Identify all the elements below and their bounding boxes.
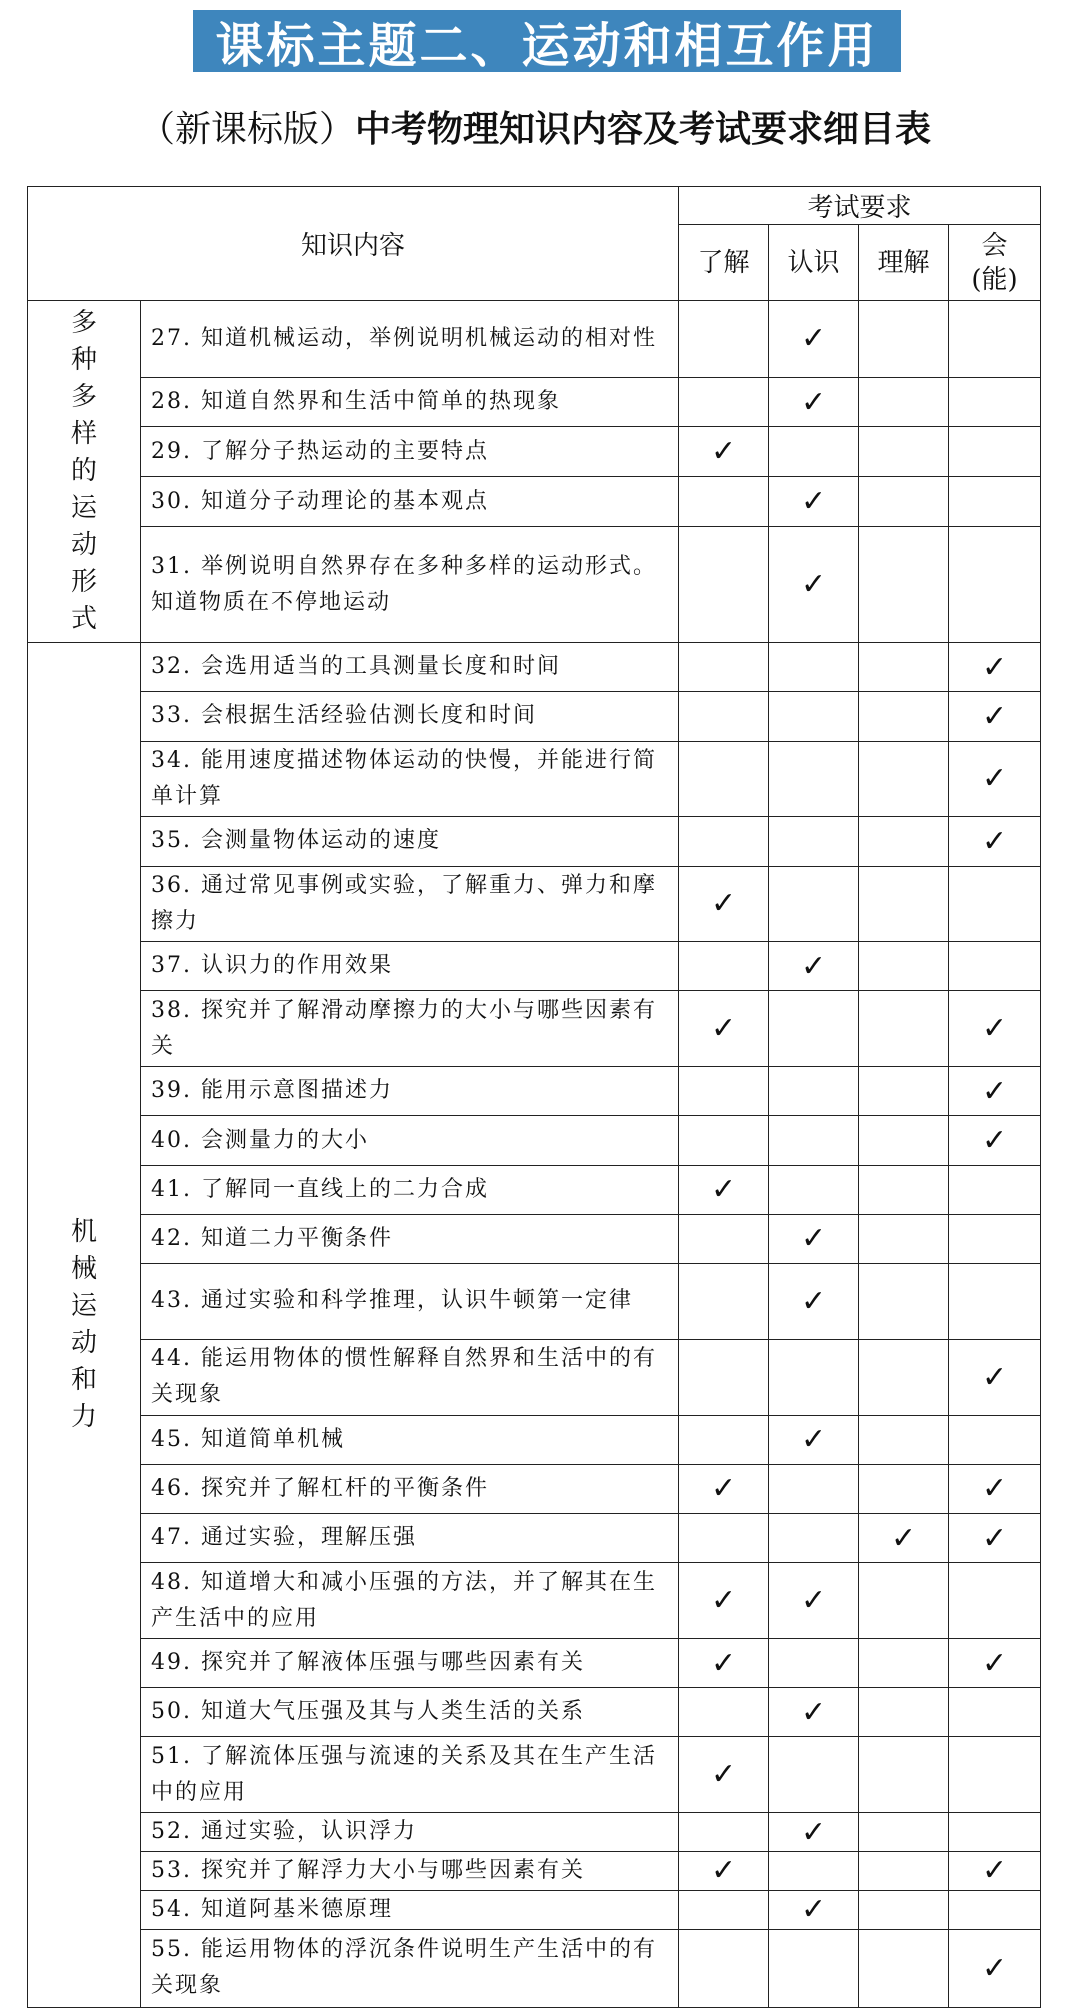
requirement-cell bbox=[679, 477, 769, 527]
requirement-cell bbox=[769, 991, 859, 1067]
table-row bbox=[28, 527, 1041, 643]
requirement-cell bbox=[769, 1688, 859, 1737]
requirement-cell bbox=[679, 377, 769, 427]
requirement-cell bbox=[679, 643, 769, 692]
check-mark-icon: ✓ bbox=[981, 1950, 1008, 1986]
requirement-cell bbox=[949, 692, 1041, 741]
knowledge-item: 55. 能运用物体的浮沉条件说明生产生活中的有关现象 bbox=[141, 1929, 679, 2007]
check-mark-icon: ✓ bbox=[800, 321, 827, 357]
check-mark-icon: ✓ bbox=[710, 1853, 737, 1889]
check-mark-icon: ✓ bbox=[800, 1221, 827, 1257]
table-row bbox=[28, 1813, 1041, 1852]
requirement-cell bbox=[949, 991, 1041, 1067]
check-mark-icon: ✓ bbox=[981, 698, 1008, 734]
check-mark-icon: ✓ bbox=[981, 1471, 1008, 1507]
requirement-cell bbox=[859, 1890, 949, 1929]
requirement-cell bbox=[769, 1067, 859, 1116]
requirement-cell bbox=[859, 1513, 949, 1562]
requirement-cell bbox=[679, 1638, 769, 1687]
requirement-cell bbox=[769, 1165, 859, 1214]
table-subtitle bbox=[0, 100, 1070, 160]
check-mark-icon: ✓ bbox=[710, 1011, 737, 1047]
requirement-cell bbox=[679, 817, 769, 866]
check-mark-icon: ✓ bbox=[981, 1645, 1008, 1681]
requirement-cell bbox=[679, 301, 769, 378]
check-mark-icon: ✓ bbox=[800, 484, 827, 520]
requirement-cell bbox=[679, 1890, 769, 1929]
table-row bbox=[28, 1688, 1041, 1737]
check-mark-icon: ✓ bbox=[800, 1422, 827, 1458]
table-row bbox=[28, 1513, 1041, 1562]
requirement-cell bbox=[949, 301, 1041, 378]
knowledge-item: 36. 通过常见事例或实验，了解重力、弹力和摩擦力 bbox=[141, 866, 679, 942]
requirement-cell bbox=[859, 301, 949, 378]
requirement-cell bbox=[949, 527, 1041, 643]
page-banner-title: 课标主题二、运动和相互作用 bbox=[193, 10, 901, 72]
requirement-cell bbox=[679, 1339, 769, 1415]
subtitle-main: 中考物理知识内容及考试要求细目表 bbox=[355, 109, 932, 150]
check-mark-icon: ✓ bbox=[981, 761, 1008, 797]
check-mark-icon: ✓ bbox=[710, 1645, 737, 1681]
check-mark-icon: ✓ bbox=[710, 1757, 737, 1793]
knowledge-item: 54. 知道阿基米德原理 bbox=[141, 1890, 679, 1929]
requirement-cell bbox=[679, 1067, 769, 1116]
requirement-cell bbox=[859, 1563, 949, 1639]
requirement-cell bbox=[769, 643, 859, 692]
requirement-cell bbox=[859, 1737, 949, 1813]
requirement-cell bbox=[949, 377, 1041, 427]
table-row bbox=[28, 1263, 1041, 1339]
requirement-cell bbox=[769, 817, 859, 866]
check-mark-icon: ✓ bbox=[800, 384, 827, 420]
knowledge-item: 38. 探究并了解滑动摩擦力的大小与哪些因素有关 bbox=[141, 991, 679, 1067]
requirement-cell bbox=[949, 1513, 1041, 1562]
header-exam-requirements: 考试要求 bbox=[679, 187, 1041, 225]
requirement-cell bbox=[949, 1852, 1041, 1891]
requirement-cell bbox=[679, 427, 769, 477]
requirement-cell bbox=[859, 991, 949, 1067]
requirement-cell bbox=[949, 1563, 1041, 1639]
requirement-cell bbox=[769, 1737, 859, 1813]
table-row bbox=[28, 1890, 1041, 1929]
table-row bbox=[28, 866, 1041, 942]
requirement-cell bbox=[679, 1214, 769, 1263]
requirement-cell bbox=[859, 1116, 949, 1165]
table-row bbox=[28, 1929, 1041, 2007]
knowledge-item: 43. 通过实验和科学推理，认识牛顿第一定律 bbox=[141, 1263, 679, 1339]
knowledge-item: 27. 知道机械运动，举例说明机械运动的相对性 bbox=[141, 301, 679, 378]
knowledge-item: 48. 知道增大和减小压强的方法，并了解其在生产生活中的应用 bbox=[141, 1563, 679, 1639]
requirement-cell bbox=[859, 1688, 949, 1737]
requirement-cell bbox=[859, 866, 949, 942]
table-body bbox=[28, 301, 1041, 2008]
knowledge-item: 42. 知道二力平衡条件 bbox=[141, 1214, 679, 1263]
check-mark-icon: ✓ bbox=[710, 1172, 737, 1208]
requirement-cell bbox=[949, 1214, 1041, 1263]
knowledge-item: 37. 认识力的作用效果 bbox=[141, 942, 679, 991]
requirement-cell bbox=[769, 866, 859, 942]
requirement-cell bbox=[769, 527, 859, 643]
requirement-cell bbox=[679, 1929, 769, 2007]
requirement-cell bbox=[769, 692, 859, 741]
check-mark-icon: ✓ bbox=[800, 1694, 827, 1730]
knowledge-item: 50. 知道大气压强及其与人类生活的关系 bbox=[141, 1688, 679, 1737]
knowledge-item: 34. 能用速度描述物体运动的快慢，并能进行简单计算 bbox=[141, 741, 679, 817]
requirement-cell bbox=[949, 942, 1041, 991]
table-row bbox=[28, 1638, 1041, 1687]
requirement-cell bbox=[859, 1415, 949, 1464]
requirement-cell bbox=[949, 1339, 1041, 1415]
requirement-cell bbox=[859, 427, 949, 477]
requirement-cell bbox=[949, 427, 1041, 477]
check-mark-icon: ✓ bbox=[800, 948, 827, 984]
requirement-cell bbox=[949, 817, 1041, 866]
requirement-cell bbox=[949, 1116, 1041, 1165]
table-row bbox=[28, 1737, 1041, 1813]
knowledge-item: 31. 举例说明自然界存在多种多样的运动形式。知道物质在不停地运动 bbox=[141, 527, 679, 643]
header-level-comprehend: 理解 bbox=[859, 225, 949, 301]
requirement-cell bbox=[679, 1263, 769, 1339]
table-row bbox=[28, 643, 1041, 692]
requirement-cell bbox=[769, 942, 859, 991]
requirement-cell bbox=[859, 1929, 949, 2007]
requirement-cell bbox=[949, 643, 1041, 692]
requirement-cell bbox=[949, 1737, 1041, 1813]
table-row bbox=[28, 1214, 1041, 1263]
requirement-cell bbox=[949, 741, 1041, 817]
knowledge-item: 47. 通过实验，理解压强 bbox=[141, 1513, 679, 1562]
knowledge-item: 41. 了解同一直线上的二力合成 bbox=[141, 1165, 679, 1214]
requirement-cell bbox=[679, 527, 769, 643]
category-label: 多种多样的运动形式 bbox=[70, 308, 97, 635]
requirement-cell bbox=[769, 741, 859, 817]
category-cell bbox=[28, 643, 141, 2008]
requirement-cell bbox=[679, 1116, 769, 1165]
check-mark-icon: ✓ bbox=[981, 1073, 1008, 1109]
header-level-apply: 会 (能) bbox=[949, 225, 1041, 301]
table-row bbox=[28, 1563, 1041, 1639]
requirement-cell bbox=[949, 1464, 1041, 1513]
knowledge-item: 40. 会测量力的大小 bbox=[141, 1116, 679, 1165]
requirement-cell bbox=[769, 1415, 859, 1464]
table-row bbox=[28, 1116, 1041, 1165]
table-row bbox=[28, 991, 1041, 1067]
requirement-cell bbox=[859, 692, 949, 741]
category-label: 机械运动和力 bbox=[70, 1217, 97, 1433]
requirement-cell bbox=[769, 301, 859, 378]
knowledge-item: 29. 了解分子热运动的主要特点 bbox=[141, 427, 679, 477]
requirement-cell bbox=[949, 1929, 1041, 2007]
requirement-cell bbox=[949, 1638, 1041, 1687]
requirement-cell bbox=[949, 477, 1041, 527]
check-mark-icon: ✓ bbox=[710, 886, 737, 922]
knowledge-item: 30. 知道分子动理论的基本观点 bbox=[141, 477, 679, 527]
header-knowledge: 知识内容 bbox=[28, 187, 679, 301]
requirement-cell bbox=[859, 741, 949, 817]
requirement-cell bbox=[679, 1464, 769, 1513]
table-row bbox=[28, 942, 1041, 991]
knowledge-item: 44. 能运用物体的惯性解释自然界和生活中的有关现象 bbox=[141, 1339, 679, 1415]
table-row bbox=[28, 477, 1041, 527]
requirement-cell bbox=[769, 1464, 859, 1513]
knowledge-item: 39. 能用示意图描述力 bbox=[141, 1067, 679, 1116]
requirement-cell bbox=[949, 866, 1041, 942]
table-row bbox=[28, 1067, 1041, 1116]
check-mark-icon: ✓ bbox=[981, 823, 1008, 859]
table-row bbox=[28, 301, 1041, 378]
requirement-cell bbox=[859, 1067, 949, 1116]
requirement-cell bbox=[859, 1339, 949, 1415]
requirement-cell bbox=[769, 1638, 859, 1687]
requirement-cell bbox=[949, 1415, 1041, 1464]
table-row bbox=[28, 1464, 1041, 1513]
table-row bbox=[28, 1415, 1041, 1464]
check-mark-icon: ✓ bbox=[981, 1011, 1008, 1047]
check-mark-icon: ✓ bbox=[800, 1283, 827, 1319]
check-mark-icon: ✓ bbox=[981, 1123, 1008, 1159]
requirement-cell bbox=[769, 1563, 859, 1639]
requirement-cell bbox=[949, 1263, 1041, 1339]
requirement-cell bbox=[949, 1813, 1041, 1852]
requirement-cell bbox=[949, 1067, 1041, 1116]
requirement-cell bbox=[859, 817, 949, 866]
requirement-cell bbox=[949, 1688, 1041, 1737]
header-level-understand: 了解 bbox=[679, 225, 769, 301]
knowledge-item: 33. 会根据生活经验估测长度和时间 bbox=[141, 692, 679, 741]
requirement-cell bbox=[679, 1688, 769, 1737]
table-row bbox=[28, 817, 1041, 866]
requirement-cell bbox=[679, 1563, 769, 1639]
requirement-cell bbox=[679, 1737, 769, 1813]
check-mark-icon: ✓ bbox=[800, 567, 827, 603]
check-mark-icon: ✓ bbox=[710, 1583, 737, 1619]
requirement-cell bbox=[859, 527, 949, 643]
check-mark-icon: ✓ bbox=[800, 1583, 827, 1619]
requirement-cell bbox=[679, 1415, 769, 1464]
requirement-cell bbox=[769, 377, 859, 427]
requirement-cell bbox=[769, 1929, 859, 2007]
requirement-cell bbox=[679, 1165, 769, 1214]
knowledge-item: 51. 了解流体压强与流速的关系及其在生产生活中的应用 bbox=[141, 1737, 679, 1813]
requirement-cell bbox=[859, 1638, 949, 1687]
requirement-cell bbox=[679, 692, 769, 741]
table-row bbox=[28, 1339, 1041, 1415]
knowledge-item: 53. 探究并了解浮力大小与哪些因素有关 bbox=[141, 1852, 679, 1891]
requirement-cell bbox=[949, 1165, 1041, 1214]
table-row bbox=[28, 1165, 1041, 1214]
requirement-cell bbox=[679, 991, 769, 1067]
requirement-cell bbox=[769, 1214, 859, 1263]
table-row bbox=[28, 692, 1041, 741]
requirement-cell bbox=[679, 866, 769, 942]
requirement-cell bbox=[679, 741, 769, 817]
requirement-cell bbox=[769, 427, 859, 477]
check-mark-icon: ✓ bbox=[890, 1520, 917, 1556]
requirement-cell bbox=[859, 1813, 949, 1852]
check-mark-icon: ✓ bbox=[710, 434, 737, 470]
requirement-cell bbox=[859, 942, 949, 991]
knowledge-item: 28. 知道自然界和生活中简单的热现象 bbox=[141, 377, 679, 427]
requirement-cell bbox=[679, 1513, 769, 1562]
check-mark-icon: ✓ bbox=[981, 1359, 1008, 1395]
requirement-cell bbox=[769, 1813, 859, 1852]
knowledge-item: 35. 会测量物体运动的速度 bbox=[141, 817, 679, 866]
requirement-cell bbox=[769, 477, 859, 527]
table-row bbox=[28, 427, 1041, 477]
requirement-cell bbox=[769, 1852, 859, 1891]
requirement-cell bbox=[859, 1263, 949, 1339]
requirement-cell bbox=[949, 1890, 1041, 1929]
requirement-cell bbox=[859, 1464, 949, 1513]
requirement-cell bbox=[769, 1263, 859, 1339]
knowledge-item: 52. 通过实验，认识浮力 bbox=[141, 1813, 679, 1852]
check-mark-icon: ✓ bbox=[710, 1471, 737, 1507]
requirement-cell bbox=[769, 1116, 859, 1165]
knowledge-item: 32. 会选用适当的工具测量长度和时间 bbox=[141, 643, 679, 692]
requirement-cell bbox=[769, 1513, 859, 1562]
table-row bbox=[28, 741, 1041, 817]
check-mark-icon: ✓ bbox=[981, 1520, 1008, 1556]
check-mark-icon: ✓ bbox=[800, 1892, 827, 1928]
requirement-cell bbox=[679, 942, 769, 991]
header-level-recognize: 认识 bbox=[769, 225, 859, 301]
requirement-cell bbox=[859, 1165, 949, 1214]
requirement-cell bbox=[859, 477, 949, 527]
requirement-cell bbox=[859, 1214, 949, 1263]
knowledge-item: 49. 探究并了解液体压强与哪些因素有关 bbox=[141, 1638, 679, 1687]
check-mark-icon: ✓ bbox=[800, 1814, 827, 1850]
requirement-cell bbox=[859, 643, 949, 692]
table-row bbox=[28, 377, 1041, 427]
requirement-cell bbox=[769, 1339, 859, 1415]
requirement-cell bbox=[859, 377, 949, 427]
subtitle-prefix: （新课标版） bbox=[138, 109, 355, 150]
requirement-cell bbox=[859, 1852, 949, 1891]
requirement-cell bbox=[769, 1890, 859, 1929]
check-mark-icon: ✓ bbox=[981, 1853, 1008, 1889]
category-cell bbox=[28, 301, 141, 643]
knowledge-item: 45. 知道简单机械 bbox=[141, 1415, 679, 1464]
requirement-cell bbox=[679, 1813, 769, 1852]
knowledge-item: 46. 探究并了解杠杆的平衡条件 bbox=[141, 1464, 679, 1513]
requirement-cell bbox=[679, 1852, 769, 1891]
table-row bbox=[28, 1852, 1041, 1891]
check-mark-icon: ✓ bbox=[981, 649, 1008, 685]
requirements-table bbox=[27, 186, 1041, 2008]
